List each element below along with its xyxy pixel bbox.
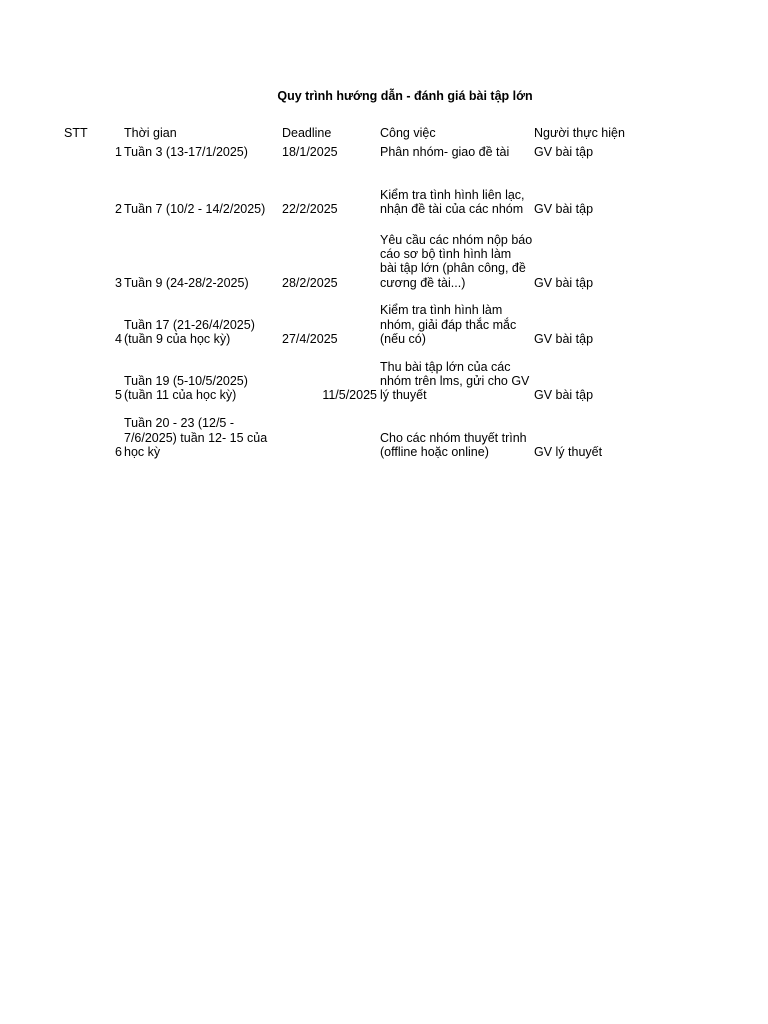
row-time-line: 7/6/2025) tuần 12- 15 của xyxy=(124,431,268,445)
row-deadline: 28/2/2025 xyxy=(282,276,338,290)
row-who: GV bài tập xyxy=(534,202,594,216)
header-stt: STT xyxy=(64,126,88,140)
page-title: Quy trình hướng dẫn - đánh giá bài tập lớn xyxy=(277,89,533,103)
row-stt: 1 xyxy=(115,145,122,159)
row-stt: 3 xyxy=(115,276,122,290)
row-time-line: học kỳ xyxy=(124,445,161,459)
row-task-line: bài tập lớn (phân công, đề xyxy=(380,261,526,275)
header-deadline: Deadline xyxy=(282,126,332,140)
row-time: Tuần 7 (10/2 - 14/2/2025) xyxy=(124,202,266,216)
row-time: Tuần 3 (13-17/1/2025) xyxy=(124,145,248,159)
row-stt: 5 xyxy=(115,388,122,402)
row-who: GV bài tập xyxy=(534,145,594,159)
row-task-line: Cho các nhóm thuyết trình xyxy=(380,431,527,445)
row-task-line: nhóm, giải đáp thắc mắc xyxy=(380,318,517,332)
row-stt: 2 xyxy=(115,202,122,216)
row-time-line: Tuần 20 - 23 (12/5 - xyxy=(124,416,235,430)
row-stt: 4 xyxy=(115,332,122,346)
row-time-line: (tuần 9 của học kỳ) xyxy=(124,332,231,346)
row-who: GV bài tập xyxy=(534,276,594,290)
header-who: Người thực hiện xyxy=(534,126,625,140)
row-task-line: cương đề tài...) xyxy=(380,276,466,290)
row-time-line: Tuần 17 (21-26/4/2025) xyxy=(124,318,255,332)
row-who: GV bài tập xyxy=(534,388,594,402)
row-task-line: Kiểm tra tình hình liên lạc, xyxy=(380,188,525,202)
row-deadline: 11/5/2025 xyxy=(322,388,377,402)
row-task-line: cáo sơ bộ tình hình làm xyxy=(380,247,512,261)
row-task-line: (offline hoặc online) xyxy=(380,445,489,459)
row-deadline: 18/1/2025 xyxy=(282,145,338,159)
row-task-line: (nếu có) xyxy=(380,332,426,346)
row-task: Phân nhóm- giao đề tài xyxy=(380,145,510,159)
header-time: Thời gian xyxy=(124,126,177,140)
row-deadline: 22/2/2025 xyxy=(282,202,338,216)
row-task-line: lý thuyết xyxy=(380,388,427,402)
row-time: Tuần 9 (24-28/2-2025) xyxy=(124,276,249,290)
row-who: GV lý thuyết xyxy=(534,445,603,459)
row-deadline: 27/4/2025 xyxy=(282,332,338,346)
row-task-line: Kiểm tra tình hình làm xyxy=(380,303,503,317)
row-task-line: Yêu cầu các nhóm nộp báo xyxy=(380,233,533,247)
row-time-line: Tuần 19 (5-10/5/2025) xyxy=(124,374,248,388)
row-time-line: (tuần 11 của học kỳ) xyxy=(124,388,237,402)
row-who: GV bài tập xyxy=(534,332,594,346)
row-task-line: nhận đề tài của các nhóm xyxy=(380,202,524,216)
header-task: Công việc xyxy=(380,126,436,140)
row-task-line: Thu bài tập lớn của các xyxy=(380,360,511,374)
row-task-line: nhóm trên lms, gửi cho GV xyxy=(380,374,530,388)
row-stt: 6 xyxy=(115,445,122,459)
